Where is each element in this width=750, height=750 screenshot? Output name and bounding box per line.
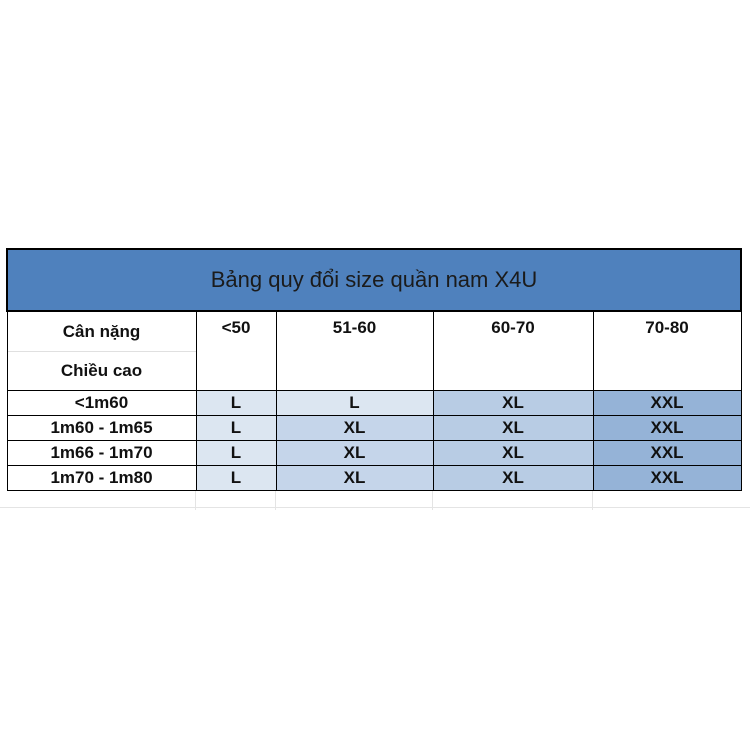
corner-header-cell	[7, 311, 196, 391]
size-cell: L	[196, 391, 276, 416]
height-row-label: <1m60	[7, 391, 196, 416]
size-cell: XL	[433, 391, 593, 416]
size-cell: XL	[433, 441, 593, 466]
table-row	[7, 416, 741, 441]
height-row-label: 1m66 - 1m70	[7, 441, 196, 466]
table-row	[7, 391, 741, 416]
size-cell: XXL	[593, 466, 741, 491]
size-cell: XXL	[593, 416, 741, 441]
weight-column-header: 51-60	[276, 311, 433, 391]
weight-column-header: <50	[196, 311, 276, 391]
height-row-label: 1m70 - 1m80	[7, 466, 196, 491]
table-title: Bảng quy đổi size quần nam X4U	[7, 249, 741, 311]
height-axis-label: Chiều cao	[60, 361, 143, 380]
size-cell: XL	[276, 466, 433, 491]
size-cell: XL	[276, 441, 433, 466]
size-cell: XXL	[593, 441, 741, 466]
size-cell: XL	[276, 416, 433, 441]
sheet-gridline	[0, 507, 750, 508]
size-conversion-table	[6, 248, 742, 491]
size-cell: XXL	[593, 391, 741, 416]
weight-column-header: 60-70	[433, 311, 593, 391]
height-row-label: 1m60 - 1m65	[7, 416, 196, 441]
size-cell: L	[196, 416, 276, 441]
table-row	[7, 441, 741, 466]
table-row	[7, 466, 741, 491]
size-cell: XL	[433, 416, 593, 441]
weight-column-header: 70-80	[593, 311, 741, 391]
size-cell: L	[276, 391, 433, 416]
size-cell: L	[196, 441, 276, 466]
size-cell: XL	[433, 466, 593, 491]
weight-axis-label: Cân nặng	[8, 312, 196, 352]
size-cell: L	[196, 466, 276, 491]
